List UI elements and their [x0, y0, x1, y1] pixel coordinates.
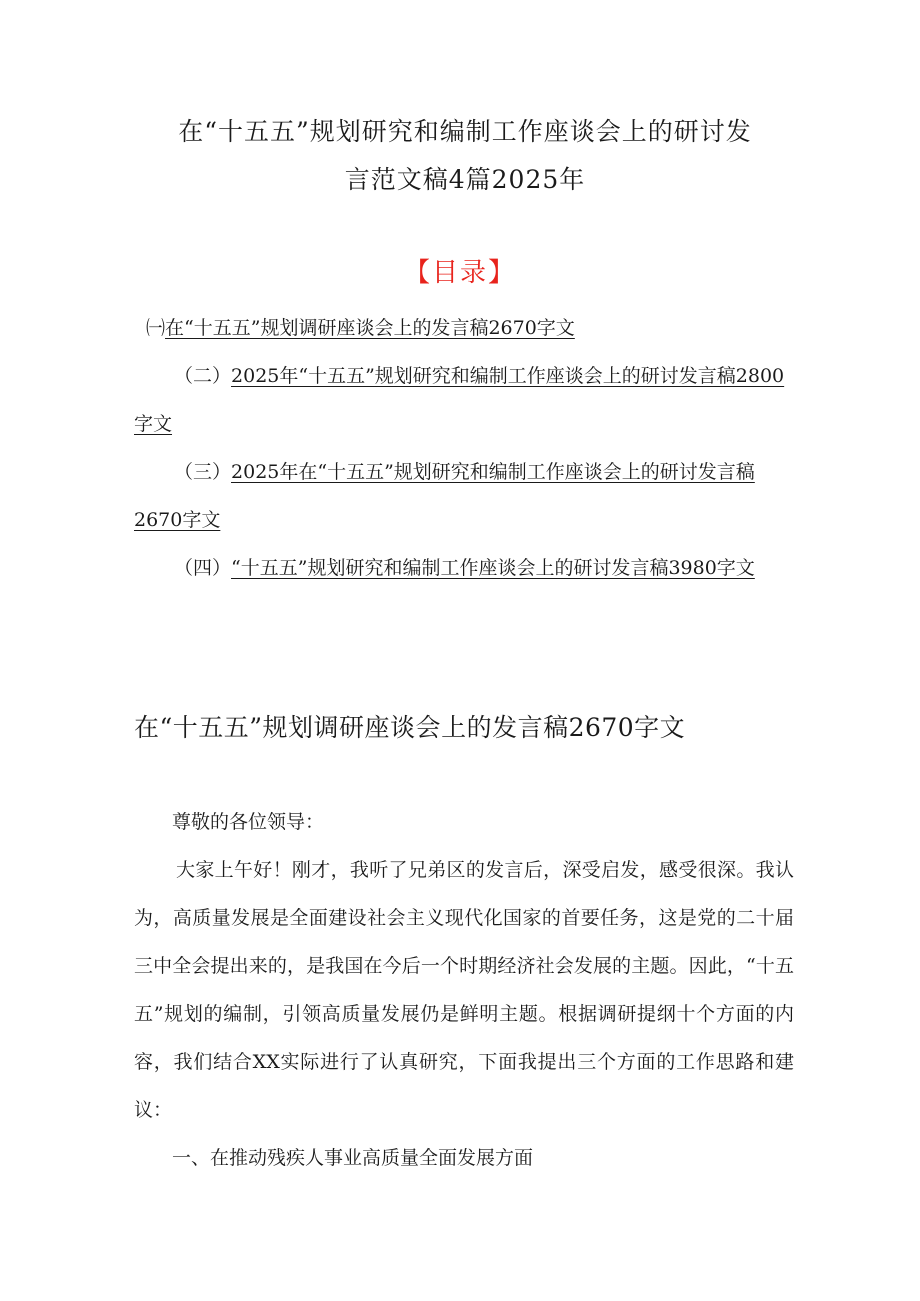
toc-link-3[interactable]: 2025年在“十五五”规划研究和编制工作座谈会上的研讨发言稿2670字文 — [134, 461, 755, 531]
subheading: 一、在推动残疾人事业高质量全面发展方面 — [172, 1147, 534, 1169]
toc-item-1 — [134, 304, 794, 352]
section-body — [134, 798, 794, 1182]
document-title-line-2: 言范文稿4篇2025年 — [344, 165, 586, 194]
toc-item-4 — [134, 544, 794, 592]
toc-item-marker: （四） — [174, 557, 232, 579]
toc-link-4[interactable]: “十五五”规划研究和编制工作座谈会上的研讨发言稿3980字文 — [231, 557, 755, 579]
document-title-line-1: 在“十五五”规划研究和编制工作座谈会上的研讨发 — [178, 117, 752, 146]
toc-link-2[interactable]: 2025年“十五五”规划研究和编制工作座谈会上的研讨发言稿2800字文 — [134, 365, 785, 435]
document-title — [120, 108, 810, 204]
table-of-contents — [134, 304, 794, 592]
toc-item-marker: （三） — [174, 461, 232, 483]
salutation: 尊敬的各位领导： — [172, 811, 325, 833]
toc-item-marker: （二） — [174, 365, 232, 387]
toc-item-marker: ㈠ — [146, 317, 166, 339]
body-paragraph: 大家上午好！刚才，我听了兄弟区的发言后，深受启发，感受很深。我认为，高质量发展是全面建设社会主义现代化国家的首要任务，这是党的二十届三中全会提出来的，是我国在今后一个时期经济社会发展的主题。因此，“十五五”规划的编制，引领高质量发展仍是鲜明主题。根据调研提纲十个方面的内容，我们结合XX实际进行了认真研究，下面我提出三个方面的工作思路和建议： — [134, 859, 794, 1121]
toc-item-2 — [134, 352, 794, 448]
toc-item-3 — [134, 448, 794, 544]
toc-link-1[interactable]: 在“十五五”规划调研座谈会上的发言稿2670字文 — [165, 317, 575, 339]
toc-heading: 【目录】 — [403, 258, 516, 288]
section-title: 在“十五五”规划调研座谈会上的发言稿2670字文 — [134, 713, 686, 742]
